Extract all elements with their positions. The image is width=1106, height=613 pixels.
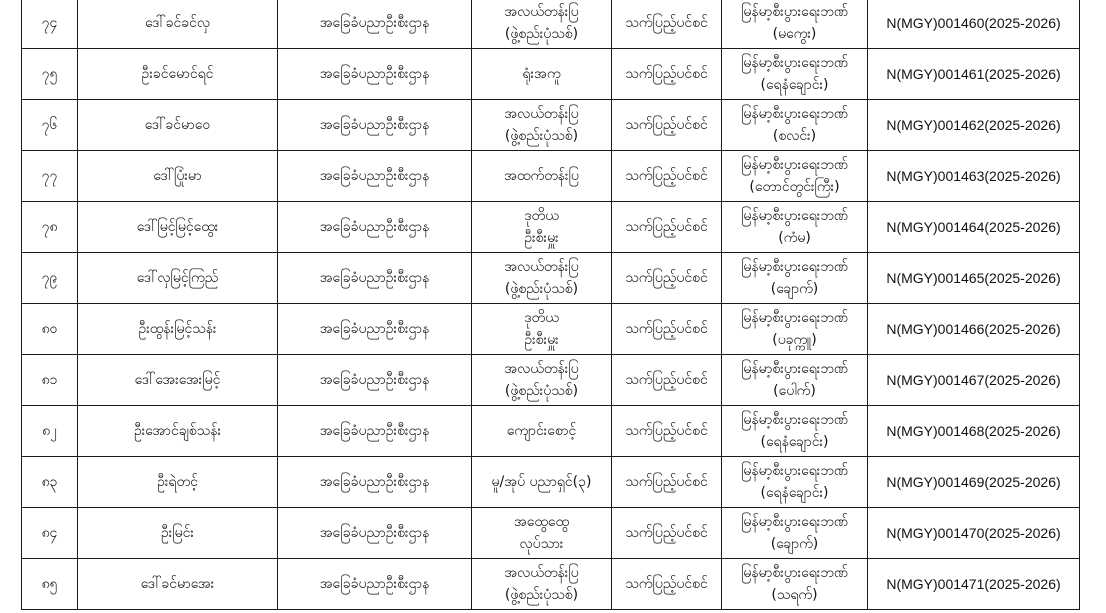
cell-rank-line2: (ဖွဲ့စည်းပုံသစ်) xyxy=(504,26,579,42)
cell-certificate-number[interactable]: N(MGY)001467(2025-2026) xyxy=(868,355,1080,406)
cell-department[interactable]: အခြေခံပညာဦးစီးဌာန xyxy=(278,406,472,457)
cell-rank-line2: ဦးစီးမှူး xyxy=(524,230,559,246)
cell-rank-line2: (ဖွဲ့စည်းပုံသစ်) xyxy=(504,383,579,399)
cell-bank-branch-line2: (ကံမ) xyxy=(778,230,811,246)
cell-person-name[interactable]: ဒေါ်မြင့်မြင့်ထွေး xyxy=(78,202,278,253)
cell-bank-branch-line2: (ရေနံချောင်း) xyxy=(760,485,829,501)
cell-person-name[interactable]: ဒေါ်ခင်မာဝေ xyxy=(78,100,278,151)
cell-department[interactable]: အခြေခံပညာဦးစီးဌာန xyxy=(278,202,472,253)
cell-bank-branch-line1: မြန်မာ့စီးပွားရေးဘဏ် xyxy=(741,463,848,479)
cell-status[interactable]: သက်ပြည့်ပင်စင် xyxy=(612,100,722,151)
cell-department[interactable]: အခြေခံပညာဦးစီးဌာန xyxy=(278,253,472,304)
cell-row-number[interactable]: ၇၄ xyxy=(22,0,78,49)
cell-person-name[interactable]: ဒေါ်လှမြင့်ကြည် xyxy=(78,253,278,304)
cell-bank-branch-line2: (သရက်) xyxy=(771,587,818,603)
cell-bank-branch-line2: (စလင်း) xyxy=(772,128,817,144)
cell-bank-branch-line2: (ပခုက္ကူ) xyxy=(772,332,817,348)
cell-rank[interactable] xyxy=(472,100,612,151)
cell-bank-branch-line2: (ချောက်) xyxy=(770,281,819,297)
cell-row-number[interactable]: ၈၅ xyxy=(22,559,78,610)
cell-status[interactable]: သက်ပြည့်ပင်စင် xyxy=(612,559,722,610)
cell-certificate-number[interactable]: N(MGY)001465(2025-2026) xyxy=(868,253,1080,304)
cell-bank-branch-line2: (တောင်တွင်းကြီး) xyxy=(749,179,840,195)
cell-bank-branch[interactable] xyxy=(722,0,868,49)
cell-bank-branch-line2: (ရေနံချောင်း) xyxy=(760,434,829,450)
cell-bank-branch[interactable] xyxy=(722,253,868,304)
cell-rank-line1: ဒုတိယ xyxy=(524,310,559,326)
cell-rank-line1: အလယ်တန်းပြ xyxy=(504,361,579,377)
cell-status[interactable]: သက်ပြည့်ပင်စင် xyxy=(612,304,722,355)
cell-rank[interactable] xyxy=(472,508,612,559)
cell-rank-line1: အလယ်တန်းပြ xyxy=(504,565,579,581)
cell-rank-line2: လုပ်သား xyxy=(519,536,564,552)
cell-certificate-number[interactable]: N(MGY)001460(2025-2026) xyxy=(868,0,1080,49)
cell-person-name[interactable]: ဦးအောင်ချစ်သန်း xyxy=(78,406,278,457)
cell-status[interactable]: သက်ပြည့်ပင်စင် xyxy=(612,202,722,253)
cell-person-name[interactable]: ဒေါ်ခင်မာအေး xyxy=(78,559,278,610)
table-row xyxy=(22,508,1080,559)
table-body xyxy=(22,0,1080,610)
cell-rank-line1: ဒုတိယ xyxy=(524,208,559,224)
cell-department[interactable]: အခြေခံပညာဦးစီးဌာန xyxy=(278,559,472,610)
cell-person-name[interactable]: ဦးခင်မောင်ရင် xyxy=(78,49,278,100)
table-row xyxy=(22,559,1080,610)
cell-bank-branch-line2: (ရေနံချောင်း) xyxy=(760,77,829,93)
cell-certificate-number[interactable]: N(MGY)001461(2025-2026) xyxy=(868,49,1080,100)
cell-certificate-number[interactable]: N(MGY)001469(2025-2026) xyxy=(868,457,1080,508)
table-row xyxy=(22,406,1080,457)
cell-person-name[interactable]: ဒေါ်ခင်ခင်လှ xyxy=(78,0,278,49)
cell-bank-branch-line1: မြန်မာ့စီးပွားရေးဘဏ် xyxy=(741,55,848,71)
cell-rank-line1: အလယ်တန်းပြ xyxy=(504,4,579,20)
cell-rank[interactable] xyxy=(472,49,612,100)
cell-bank-branch-line1: မြန်မာ့စီးပွားရေးဘဏ် xyxy=(741,361,848,377)
cell-rank-line1: အထွေထွေ xyxy=(513,514,570,530)
cell-person-name[interactable]: ဦးရဲတင့် xyxy=(78,457,278,508)
cell-bank-branch[interactable] xyxy=(722,100,868,151)
cell-department[interactable]: အခြေခံပညာဦးစီးဌာန xyxy=(278,0,472,49)
cell-rank[interactable] xyxy=(472,406,612,457)
cell-rank-line2: (ဖွဲ့စည်းပုံသစ်) xyxy=(504,281,579,297)
cell-row-number[interactable]: ၇၈ xyxy=(22,202,78,253)
cell-bank-branch-line1: မြန်မာ့စီးပွားရေးဘဏ် xyxy=(741,4,848,20)
table-row xyxy=(22,355,1080,406)
cell-bank-branch[interactable] xyxy=(722,457,868,508)
table-row xyxy=(22,100,1080,151)
cell-bank-branch[interactable] xyxy=(722,202,868,253)
cell-bank-branch-line2: (ချောက်) xyxy=(770,536,819,552)
cell-person-name[interactable]: ဦးမြင်း xyxy=(78,508,278,559)
cell-rank[interactable] xyxy=(472,0,612,49)
cell-certificate-number[interactable]: N(MGY)001463(2025-2026) xyxy=(868,151,1080,202)
cell-bank-branch[interactable] xyxy=(722,49,868,100)
cell-department[interactable]: အခြေခံပညာဦးစီးဌာန xyxy=(278,100,472,151)
cell-department[interactable]: အခြေခံပညာဦးစီးဌာန xyxy=(278,49,472,100)
cell-certificate-number[interactable]: N(MGY)001470(2025-2026) xyxy=(868,508,1080,559)
cell-rank[interactable] xyxy=(472,559,612,610)
table-row xyxy=(22,151,1080,202)
cell-bank-branch[interactable] xyxy=(722,508,868,559)
cell-row-number[interactable]: ၇၅ xyxy=(22,49,78,100)
cell-row-number[interactable]: ၈၃ xyxy=(22,457,78,508)
table-row xyxy=(22,253,1080,304)
cell-status[interactable]: သက်ပြည့်ပင်စင် xyxy=(612,49,722,100)
cell-rank-line2: ဦးစီးမှူး xyxy=(524,332,559,348)
cell-bank-branch-line1: မြန်မာ့စီးပွားရေးဘဏ် xyxy=(741,106,848,122)
cell-bank-branch-line1: မြန်မာ့စီးပွားရေးဘဏ် xyxy=(741,412,848,428)
table-row xyxy=(22,49,1080,100)
cell-bank-branch-line2: (ပေါက်) xyxy=(773,383,816,399)
table-row xyxy=(22,457,1080,508)
cell-row-number[interactable]: ၇၇ xyxy=(22,151,78,202)
cell-row-number[interactable]: ၈၀ xyxy=(22,304,78,355)
cell-rank-line1: ကျောင်းစောင့် xyxy=(506,423,577,439)
cell-department[interactable]: အခြေခံပညာဦးစီးဌာန xyxy=(278,304,472,355)
cell-certificate-number[interactable]: N(MGY)001468(2025-2026) xyxy=(868,406,1080,457)
cell-rank[interactable] xyxy=(472,304,612,355)
cell-row-number[interactable]: ၈၄ xyxy=(22,508,78,559)
cell-bank-branch-line1: မြန်မာ့စီးပွားရေးဘဏ် xyxy=(741,208,848,224)
cell-bank-branch-line2: (မကွေး) xyxy=(772,26,817,42)
cell-rank[interactable] xyxy=(472,457,612,508)
cell-certificate-number[interactable]: N(MGY)001466(2025-2026) xyxy=(868,304,1080,355)
cell-row-number[interactable]: ၇၉ xyxy=(22,253,78,304)
cell-bank-branch[interactable] xyxy=(722,406,868,457)
cell-rank-line2: (ဖွဲ့စည်းပုံသစ်) xyxy=(504,128,579,144)
cell-person-name[interactable]: ဦးထွန်းမြင့်သန်း xyxy=(78,304,278,355)
cell-rank-line1: မူ/အုပ် ပညာရှင်(၃) xyxy=(491,474,592,490)
cell-rank[interactable] xyxy=(472,151,612,202)
cell-bank-branch-line1: မြန်မာ့စီးပွားရေးဘဏ် xyxy=(741,259,848,275)
cell-rank[interactable] xyxy=(472,355,612,406)
cell-bank-branch[interactable] xyxy=(722,559,868,610)
cell-rank-line2: (ဖွဲ့စည်းပုံသစ်) xyxy=(504,587,579,603)
cell-rank[interactable] xyxy=(472,202,612,253)
cell-bank-branch[interactable] xyxy=(722,304,868,355)
cell-rank[interactable] xyxy=(472,253,612,304)
cell-status[interactable]: သက်ပြည့်ပင်စင် xyxy=(612,0,722,49)
table-row xyxy=(22,304,1080,355)
table-row xyxy=(22,202,1080,253)
cell-department[interactable]: အခြေခံပညာဦးစီးဌာန xyxy=(278,457,472,508)
cell-status[interactable]: သက်ပြည့်ပင်စင် xyxy=(612,457,722,508)
cell-status[interactable]: သက်ပြည့်ပင်စင် xyxy=(612,355,722,406)
cell-row-number[interactable]: ၈၂ xyxy=(22,406,78,457)
cell-certificate-number[interactable]: N(MGY)001462(2025-2026) xyxy=(868,100,1080,151)
cell-rank-line1: အလယ်တန်းပြ xyxy=(504,259,579,275)
cell-rank-line1: အထက်တန်းပြ xyxy=(504,168,579,184)
cell-status[interactable]: သက်ပြည့်ပင်စင် xyxy=(612,253,722,304)
cell-rank-line1: အလယ်တန်းပြ xyxy=(504,106,579,122)
cell-department[interactable]: အခြေခံပညာဦးစီးဌာန xyxy=(278,508,472,559)
cell-department[interactable]: အခြေခံပညာဦးစီးဌာန xyxy=(278,151,472,202)
cell-certificate-number[interactable]: N(MGY)001471(2025-2026) xyxy=(868,559,1080,610)
cell-person-name[interactable]: ဒေါ်အေးအေးမြင့် xyxy=(78,355,278,406)
cell-row-number[interactable]: ၈၁ xyxy=(22,355,78,406)
cell-bank-branch-line1: မြန်မာ့စီးပွားရေးဘဏ် xyxy=(741,157,848,173)
cell-row-number[interactable]: ၇၆ xyxy=(22,100,78,151)
pension-records-table xyxy=(21,0,1080,610)
table-row xyxy=(22,0,1080,49)
cell-bank-branch[interactable] xyxy=(722,355,868,406)
cell-rank-line1: ရုံးအကူ xyxy=(522,66,561,82)
cell-status[interactable]: သက်ပြည့်ပင်စင် xyxy=(612,508,722,559)
cell-department[interactable]: အခြေခံပညာဦးစီးဌာန xyxy=(278,355,472,406)
cell-bank-branch-line1: မြန်မာ့စီးပွားရေးဘဏ် xyxy=(741,514,848,530)
cell-bank-branch-line1: မြန်မာ့စီးပွားရေးဘဏ် xyxy=(741,565,848,581)
cell-status[interactable]: သက်ပြည့်ပင်စင် xyxy=(612,406,722,457)
cell-bank-branch-line1: မြန်မာ့စီးပွားရေးဘဏ် xyxy=(741,310,848,326)
cell-status[interactable]: သက်ပြည့်ပင်စင် xyxy=(612,151,722,202)
cell-bank-branch[interactable] xyxy=(722,151,868,202)
cell-certificate-number[interactable]: N(MGY)001464(2025-2026) xyxy=(868,202,1080,253)
cell-person-name[interactable]: ဒေါ်ပြုံးမာ xyxy=(78,151,278,202)
